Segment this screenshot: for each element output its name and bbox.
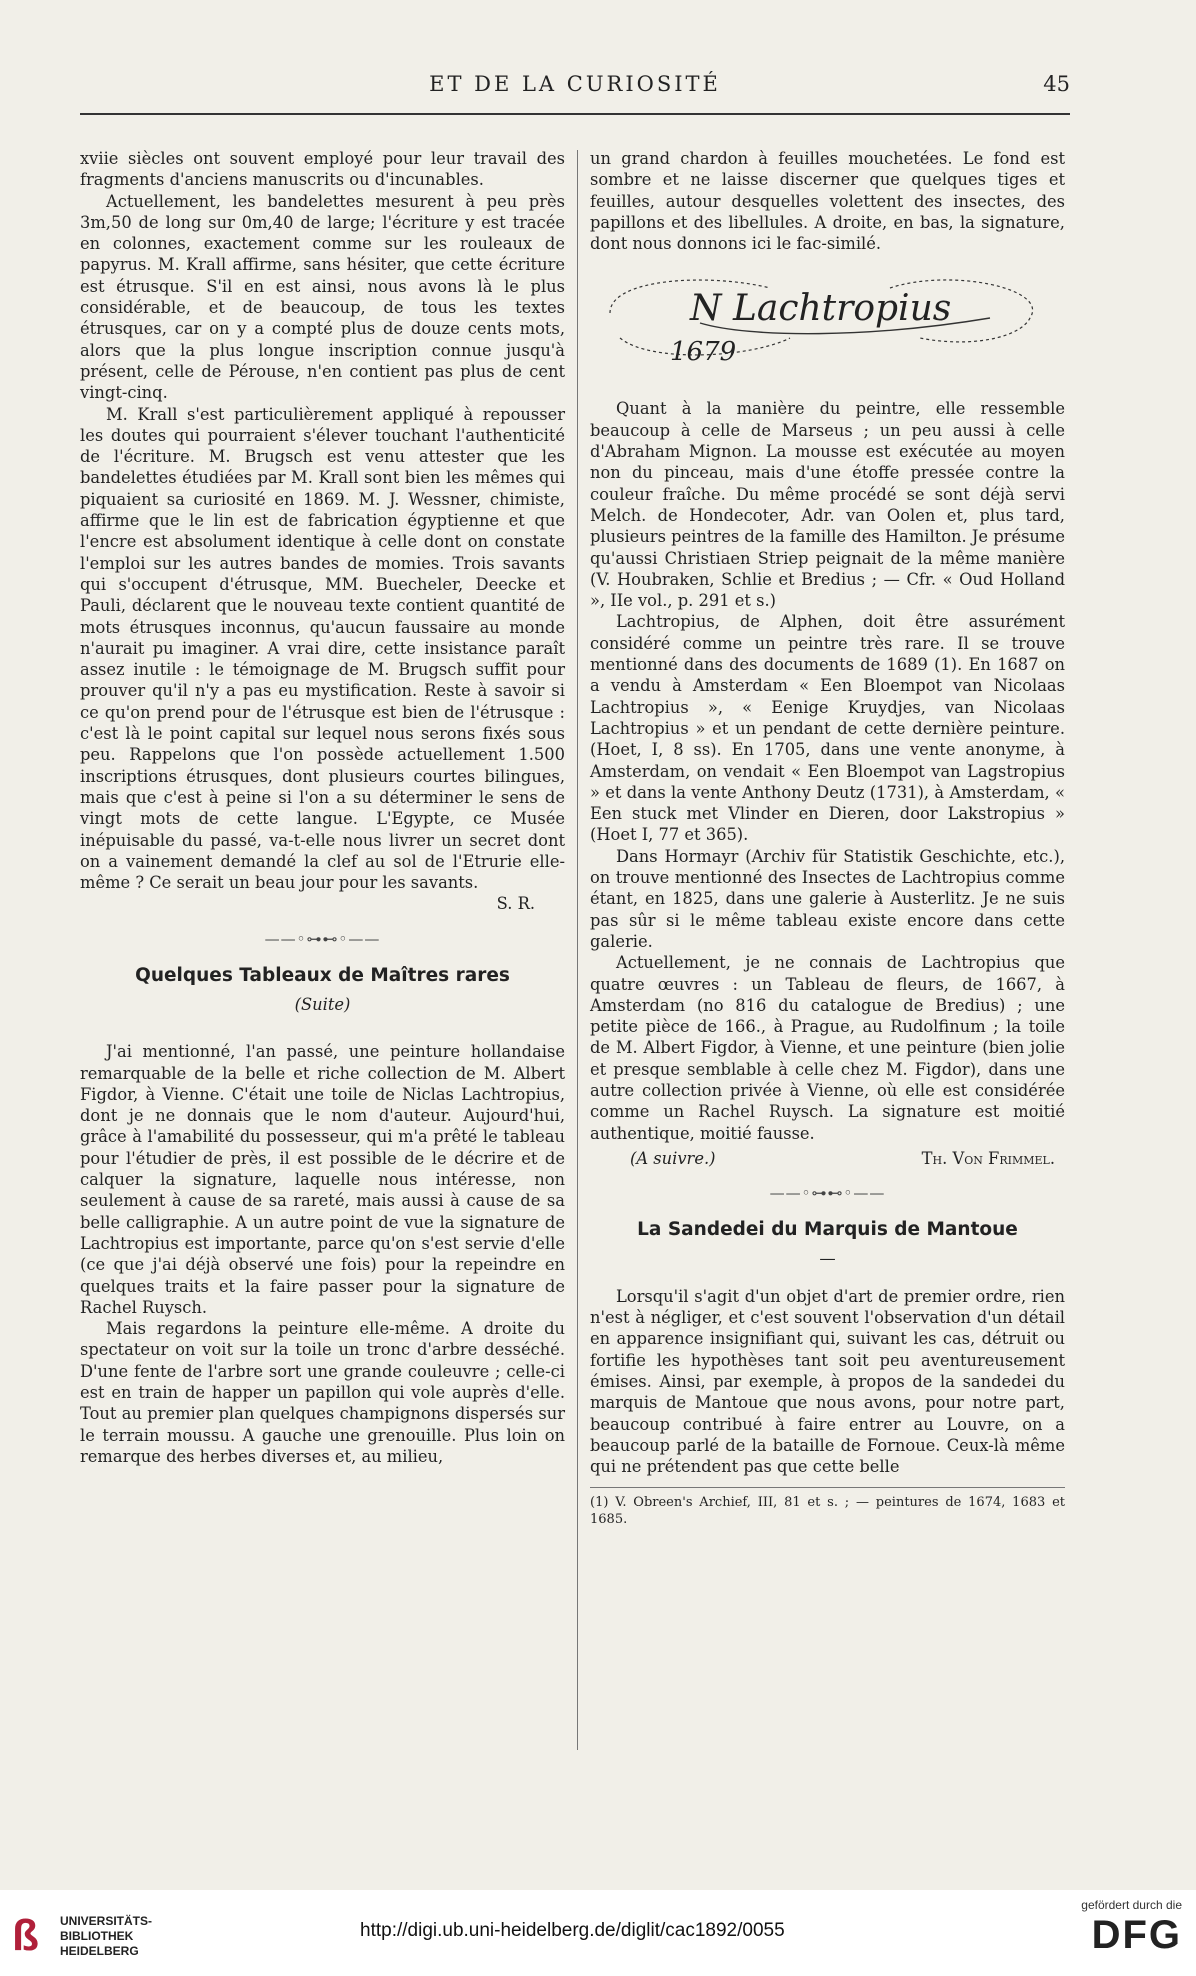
left-column bbox=[80, 148, 565, 1467]
library-seal-icon: ß bbox=[12, 1911, 39, 1960]
dfg-wordmark: DFG bbox=[1091, 1913, 1182, 1957]
paragraph: Actuellement, les bandelettes mesurent à peu près 3m,50 de long sur 0m,40 de large; l'écriture y est tracée en colonnes, exactement comme sur les rouleaux de papyrus. M. Krall affirme, sans hésiter, que cette écriture est étrusque. S'il en est ainsi, nous avons là le plus considérable, et de beaucoup, de tous les textes étrusques, car on y a compté plus de douze cents mots, alors que la plus longue inscription connue jusqu'à présent, celle de Pérouse, n'en contient pas plus de cent vingt-cinq. bbox=[80, 191, 565, 403]
paragraph: M. Krall s'est particulièrement appliqué à repousser les doutes qui pourraient s'élever touchant l'authenticité de l'écriture. M. Brugsch est venu attester que les bandelettes étudiées par M. Krall sont bien les mêmes qui piquaient sa curiosité en 1869. M. J. Wessner, chimiste, affirme que le lin est de fabrication égyptienne et que l'encre est absolument identique à celle dont on constate l'emploi sur les autres bandes de momies. Trois savants qui s'occupent d'étrusque, MM. Buecheler, Deecke et Pauli, déclarent que le nouveau texte contient quantité de mots étrusques inconnus, qu'aucun faussaire au monde n'aurait pu imaginer. A vrai dire, cette insistance paraît assez inutile : le témoignage de M. Brugsch suffit pour prouver qu'il n'y a pas eu mystification. Reste à savoir si ce qu'on prend pour de l'étrusque est bien de l'étrusque : c'est là le point capital sur lequel nous serons fixés sous peu. Rappelons que l'on possède actuellement 1.500 inscriptions étrusques, dont plusieurs courtes bilingues, mais que c'est à peine si l'on a su déterminer le sens de vingt mots de cette langue. L'Egypte, ce Musée inépuisable du passé, va-t-elle nous livrer un secret dont on a vainement demandé la clef au sol de l'Etrurie elle-même ? Ce serait un beau jour pour les savants. bbox=[80, 404, 565, 893]
page-number: 45 bbox=[1043, 72, 1070, 96]
library-name: UNIVERSITÄTS- BIBLIOTHEK HEIDELBERG bbox=[60, 1913, 153, 1958]
running-title: ET DE LA CURIOSITÉ bbox=[429, 72, 721, 96]
to-be-continued: (A suivre.) bbox=[630, 1148, 716, 1168]
library-logo bbox=[12, 1908, 152, 1964]
source-url[interactable]: http://digi.ub.uni-heidelberg.de/diglit/cac1892/0055 bbox=[360, 1920, 785, 1941]
author-initials: S. R. bbox=[496, 894, 535, 914]
paragraph: Actuellement, je ne connais de Lachtropius que quatre œuvres : un Tableau de fleurs, de 1667, à Amsterdam (no 816 du catalogue de Bredius) ; une petite pièce de 166., à Prague, au Rudolfinum ; la toile de M. Albert Figdor, à Vienne, et une peinture (bien jolie et presque semblable à celle chez M. Figdor), dans une autre collection privée à Vienne, où elle est considérée comme un Rachel Ruysch. La signature est moitié authentique, moitié fausse. bbox=[590, 953, 1065, 1143]
suite-label: (Suite) bbox=[294, 994, 351, 1014]
signature-flourish bbox=[590, 268, 1065, 378]
author-name: Th. Von Frimmel. bbox=[921, 1148, 1055, 1168]
dfg-logo bbox=[1081, 1898, 1182, 1958]
header-rule bbox=[80, 113, 1070, 115]
paragraph: Mais regardons la peinture elle-même. A droite du spectateur on voit sur la toile un tronc d'arbre desséché. D'une fente de l'arbre sort une grande couleuvre ; celle-ci est en train de happer un papillon qui vole auprès d'elle. Tout au premier plan quelques champignons dispersés sur le terrain moussu. A gauche une grenouille. Plus loin on remarque des herbes diverses et, au milieu, bbox=[80, 1319, 565, 1466]
section-heading: La Sandedei du Marquis de Mantoue bbox=[637, 1219, 1018, 1241]
signoff bbox=[590, 1148, 1065, 1169]
right-column bbox=[590, 148, 1065, 1528]
signature-year: 1679 bbox=[670, 337, 737, 368]
paragraph: un grand chardon à feuilles mouchetées. Le fond est sombre et ne laisse discerner que quelques tiges et feuilles, autour desquelles volettent des insectes, des papillons et des libellules. A droite, en bas, la signature, dont nous donnons ici le fac-similé. bbox=[590, 149, 1065, 254]
funding-label: gefördert durch die bbox=[1081, 1898, 1182, 1912]
footnote: (1) V. Obreen's Archief, III, 81 et s. ; — peintures de 1674, 1683 et 1685. bbox=[590, 1487, 1065, 1528]
paragraph: xviie siècles ont souvent employé pour leur travail des fragments d'anciens manuscrits ou d'incunables. bbox=[80, 149, 565, 190]
running-head bbox=[80, 72, 1070, 108]
digitization-footer bbox=[0, 1890, 1196, 1976]
paragraph: Quant à la manière du peintre, elle ressemble beaucoup à celle de Marseus ; un peu aussi à celle d'Abraham Mignon. La mousse est exécutée au moyen non du pinceau, mais d'une étoffe pressée contre la couleur fraîche. Du même procédé se sont déjà servi Melch. de Hondecoter, Adr. van Oolen et, plus tard, plusieurs peintres de la famille des Hamilton. Je présume qu'aussi Christiaen Striep peignait de la même manière (V. Houbraken, Schlie et Bredius ; — Cfr. « Oud Holland », IIe vol., p. 291 et s.) bbox=[590, 399, 1065, 611]
paragraph: Dans Hormayr (Archiv für Statistik Geschichte, etc.), on trouve mentionné des Insectes de Lachtropius comme étant, en 1825, dans une galerie à Austerlitz. Je ne suis pas sûr si le même tableau existe encore dans cette galerie. bbox=[590, 846, 1065, 951]
heading-dash: — bbox=[819, 1249, 836, 1269]
paragraph: Lorsqu'il s'agit d'un objet d'art de premier ordre, rien n'est à négliger, et c'est souvent l'observation d'un détail en apparence insignifiant qui, suivant les cas, détruit ou fortifie les hypothèses tant soit peu aventureusement émises. Ainsi, par exemple, à propos de la sandedei du marquis de Mantoue que nous avons, pour notre part, beaucoup contribué à faire entrer au Louvre, on a beaucoup parlé de la bataille de Fornoue. Ceux-là même qui ne prétendent pas que cette belle bbox=[590, 1286, 1065, 1477]
signature-facsimile bbox=[590, 268, 1065, 378]
ornament: ——◦⊶⊷◦—— bbox=[769, 1184, 886, 1203]
ornament: ——◦⊶⊷◦—— bbox=[264, 929, 381, 948]
signature-name: N Lachtropius bbox=[690, 288, 952, 330]
paragraph: J'ai mentionné, l'an passé, une peinture hollandaise remarquable de la belle et riche collection de M. Albert Figdor, à Vienne. C'était une toile de Niclas Lachtropius, dont je ne donnais que le nom d'auteur. Aujourd'hui, grâce à l'amabilité du possesseur, qui m'a prêté le tableau pour l'étudier de près, il est possible de le décrire et de calquer la signature, laquelle nous intéresse, non seulement à cause de sa rareté, mais aussi à cause de sa belle calligraphie. A un autre point de vue la signature de Lachtropius est importante, parce qu'on s'est servie d'elle (ce que j'ai déjà observé une fois) pour la repeindre en quelques traits et la faire passer pour la signature de Rachel Ruysch. bbox=[80, 1042, 565, 1317]
paragraph: Lachtropius, de Alphen, doit être assurément considéré comme un peintre très rare. Il se trouve mentionné dans des documents de 1689 (1). En 1687 on a vendu à Amsterdam « Een Bloempot van Nicolaas Lachtropius », « Eenige Kruydjes, van Nicolaas Lachtropius » et un pendant de cette dernière peinture. (Hoet, I, 8 ss). En 1705, dans une vente anonyme, à Amsterdam, on vendait « Een Bloempot van Lagstropius » et dans la vente Anthony Deutz (1731), à Amsterdam, « Een stuck met Vlinder en Dieren, door Lakstropius » (Hoet I, 77 et 365). bbox=[590, 612, 1065, 845]
signoff bbox=[80, 893, 565, 914]
column-divider bbox=[577, 150, 578, 1750]
section-heading: Quelques Tableaux de Maîtres rares bbox=[135, 964, 510, 986]
